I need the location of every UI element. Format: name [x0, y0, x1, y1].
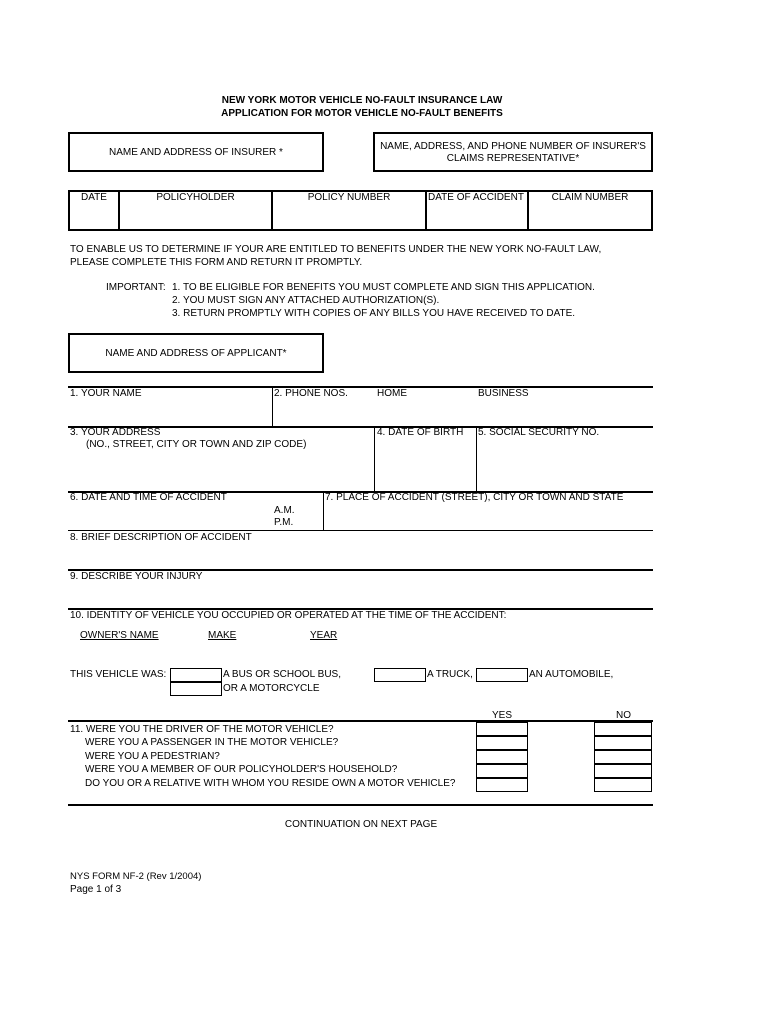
- yes-column-header: YES: [492, 710, 513, 721]
- question-household: WERE YOU A MEMBER OF OUR POLICYHOLDER'S HOUSEHOLD?: [85, 764, 398, 775]
- row-divider: [68, 804, 653, 806]
- row-divider: [68, 386, 653, 388]
- description-input[interactable]: [70, 545, 652, 567]
- header-policyholder: POLICYHOLDER: [156, 192, 235, 203]
- pedestrian-yes-checkbox[interactable]: [476, 750, 528, 764]
- driver-no-checkbox[interactable]: [594, 722, 652, 736]
- automobile-checkbox[interactable]: [476, 668, 528, 682]
- claims-rep-label-line1: NAME, ADDRESS, AND PHONE NUMBER OF INSURER'S: [380, 141, 646, 152]
- household-no-checkbox[interactable]: [594, 764, 652, 778]
- question-driver: 11. WERE YOU THE DRIVER OF THE MOTOR VEHICLE?: [70, 724, 334, 735]
- truck-option-label: A TRUCK,: [427, 669, 473, 680]
- date-of-birth-label: 4. DATE OF BIRTH: [377, 427, 464, 438]
- phone-input[interactable]: [274, 400, 652, 424]
- owners-name-label: OWNER'S NAME: [80, 630, 159, 641]
- own-vehicle-no-checkbox[interactable]: [594, 778, 652, 792]
- continuation-note: CONTINUATION ON NEXT PAGE: [284, 819, 438, 830]
- claims-rep-label-line2: CLAIMS REPRESENTATIVE*: [446, 153, 580, 164]
- important-item-3: 3. RETURN PROMPTLY WITH COPIES OF ANY BILLS YOU HAVE RECEIVED TO DATE.: [172, 308, 576, 319]
- row-divider: [374, 426, 375, 491]
- header-divider: [425, 190, 427, 231]
- am-label[interactable]: A.M.: [274, 505, 295, 516]
- phone-nos-label: 2. PHONE NOS.: [274, 388, 348, 399]
- row-divider: [272, 386, 273, 426]
- row-divider: [476, 426, 477, 491]
- question-pedestrian: WERE YOU A PEDESTRIAN?: [85, 751, 220, 762]
- important-item-2: 2. YOU MUST SIGN ANY ATTACHED AUTHORIZATION(S).: [172, 295, 440, 306]
- dob-input[interactable]: [377, 440, 474, 489]
- question-passenger: WERE YOU A PASSENGER IN THE MOTOR VEHICLE?: [85, 737, 339, 748]
- motorcycle-checkbox[interactable]: [170, 682, 222, 696]
- vehicle-identity-label: 10. IDENTITY OF VEHICLE YOU OCCUPIED OR OPERATED AT THE TIME OF THE ACCIDENT:: [70, 610, 507, 621]
- own-vehicle-yes-checkbox[interactable]: [476, 778, 528, 792]
- important-item-1: 1. TO BE ELIGIBLE FOR BENEFITS YOU MUST COMPLETE AND SIGN THIS APPLICATION.: [172, 282, 595, 293]
- pm-label[interactable]: P.M.: [274, 517, 294, 528]
- bus-option-label: A BUS OR SCHOOL BUS,: [223, 669, 341, 680]
- passenger-yes-checkbox[interactable]: [476, 736, 528, 750]
- automobile-option-label: AN AUTOMOBILE,: [529, 669, 614, 680]
- form-title-line2: APPLICATION FOR MOTOR VEHICLE NO-FAULT BENEFITS: [221, 108, 503, 119]
- page-number: Page 1 of 3: [70, 884, 122, 895]
- business-phone-label: BUSINESS: [478, 388, 529, 399]
- place-of-accident-label: 7. PLACE OF ACCIDENT (STREET), CITY OR TOWN AND STATE: [325, 492, 624, 503]
- place-input[interactable]: [326, 505, 652, 529]
- header-date: DATE: [81, 192, 107, 203]
- your-name-label: 1. YOUR NAME: [70, 388, 142, 399]
- insurer-box[interactable]: [68, 132, 324, 172]
- motorcycle-option-label: OR A MOTORCYCLE: [223, 683, 320, 694]
- insurer-box-label: NAME AND ADDRESS OF INSURER *: [109, 147, 283, 158]
- pedestrian-no-checkbox[interactable]: [594, 750, 652, 764]
- address-input[interactable]: [70, 452, 372, 489]
- passenger-no-checkbox[interactable]: [594, 736, 652, 750]
- brief-description-label: 8. BRIEF DESCRIPTION OF ACCIDENT: [70, 532, 252, 543]
- home-phone-label: HOME: [377, 388, 407, 399]
- applicant-box[interactable]: [68, 333, 324, 373]
- header-policy-number: POLICY NUMBER: [307, 192, 391, 203]
- intro-line1: TO ENABLE US TO DETERMINE IF YOUR ARE ENTITLED TO BENEFITS UNDER THE NEW YORK NO-FAULT LAW,: [70, 244, 602, 255]
- row-divider: [68, 720, 653, 722]
- driver-yes-checkbox[interactable]: [476, 722, 528, 736]
- question-own-vehicle: DO YOU OR A RELATIVE WITH WHOM YOU RESIDE OWN A MOTOR VEHICLE?: [85, 778, 456, 789]
- make-label: MAKE: [208, 630, 237, 641]
- your-name-input[interactable]: [70, 400, 270, 424]
- header-claim-number: CLAIM NUMBER: [551, 192, 629, 203]
- row-divider: [323, 491, 324, 530]
- form-id: NYS FORM NF-2 (Rev 1/2004): [70, 871, 202, 882]
- vehicle-type-label: THIS VEHICLE WAS:: [70, 669, 167, 680]
- date-time-accident-label: 6. DATE AND TIME OF ACCIDENT: [70, 492, 227, 503]
- ssn-label: 5. SOCIAL SECURITY NO.: [478, 427, 600, 438]
- year-label: YEAR: [310, 630, 338, 641]
- address-hint: (NO., STREET, CITY OR TOWN AND ZIP CODE): [86, 439, 307, 450]
- household-yes-checkbox[interactable]: [476, 764, 528, 778]
- applicant-box-label: NAME AND ADDRESS OF APPLICANT*: [105, 348, 287, 359]
- claims-rep-box[interactable]: [373, 132, 653, 172]
- intro-line2: PLEASE COMPLETE THIS FORM AND RETURN IT PROMPTLY.: [70, 257, 363, 268]
- important-label: IMPORTANT:: [106, 282, 166, 293]
- ssn-input[interactable]: [478, 440, 652, 489]
- describe-injury-label: 9. DESCRIBE YOUR INJURY: [70, 571, 203, 582]
- truck-checkbox[interactable]: [374, 668, 426, 682]
- form-title-line1: NEW YORK MOTOR VEHICLE NO-FAULT INSURANCE LAW: [221, 95, 503, 106]
- injury-input[interactable]: [70, 584, 652, 606]
- row-divider: [68, 530, 653, 531]
- your-address-label: 3. YOUR ADDRESS: [70, 427, 161, 438]
- header-date-of-accident: DATE OF ACCIDENT: [428, 192, 524, 203]
- date-time-input[interactable]: [70, 505, 270, 529]
- no-column-header: NO: [616, 710, 631, 721]
- bus-checkbox[interactable]: [170, 668, 222, 682]
